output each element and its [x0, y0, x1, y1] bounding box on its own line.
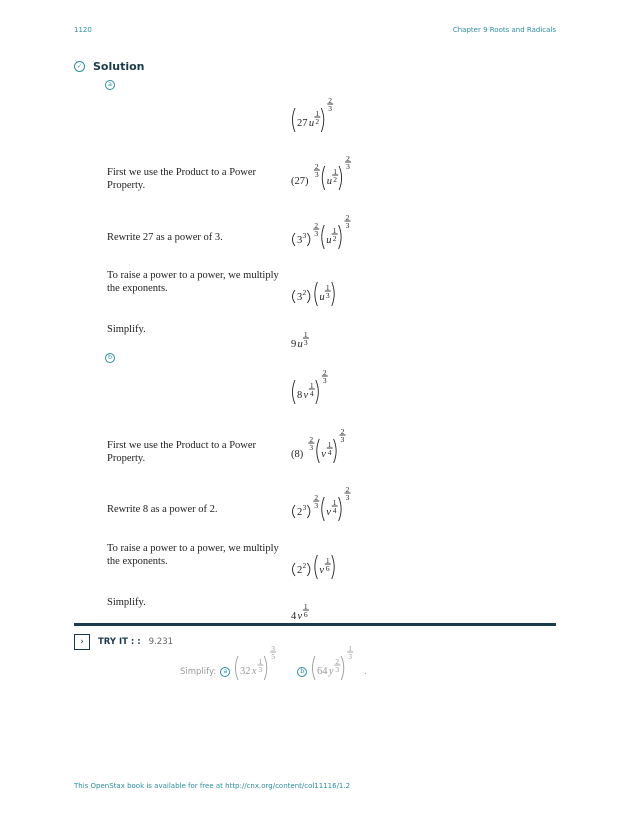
exponent-numerator: 2: [314, 220, 319, 230]
exponent-numerator: 2: [335, 656, 340, 666]
exponent-denominator: 3: [345, 221, 350, 231]
step-text: To raise a power to a power, we multiply the exponents.: [107, 270, 279, 294]
coefficient: (8): [291, 449, 304, 460]
math-expression: [291, 313, 315, 363]
open-paren: [293, 563, 296, 576]
close-paren: [307, 233, 310, 246]
exponent-denominator: 3: [322, 376, 327, 386]
exponent-numerator: 1: [258, 656, 263, 666]
variable: x: [252, 666, 257, 677]
exponent-numerator: 3: [271, 643, 276, 653]
exponent-numerator: 1: [332, 497, 337, 507]
math-expression: [291, 423, 362, 473]
exponent-numerator: 1: [303, 601, 308, 611]
exponent-numerator: 1: [315, 108, 320, 118]
exponent-denominator: 3: [258, 665, 263, 675]
exponent-denominator: 4: [332, 506, 337, 516]
chevron-right-icon[interactable]: ›: [74, 634, 90, 650]
exponent-numerator: 1: [325, 282, 330, 292]
exponent-denominator: 3: [314, 170, 319, 180]
exponent-denominator: 5: [271, 652, 276, 662]
exponent-denominator: 3: [345, 493, 350, 503]
try-it-number: 9.231: [148, 637, 174, 647]
try-b-label: b: [297, 667, 307, 677]
try-a-expression: [234, 643, 283, 693]
exponent-denominator: 3: [328, 104, 333, 114]
open-paren: [317, 439, 320, 463]
coefficient: 8: [297, 390, 303, 401]
variable: u: [326, 235, 332, 246]
open-paren: [322, 225, 325, 249]
open-paren: [293, 290, 296, 303]
part-a-label: a: [105, 80, 115, 90]
exponent-numerator: 2: [345, 212, 350, 222]
exponent-numerator: 1: [303, 329, 308, 339]
close-paren: [332, 282, 335, 306]
open-paren: [322, 497, 325, 521]
exponent-denominator: 3: [346, 162, 350, 172]
solution-heading[interactable]: [74, 60, 145, 73]
step-text: Simplify.: [107, 324, 146, 335]
variable: u: [326, 176, 332, 187]
exponent-numerator: 2: [346, 153, 350, 163]
math-expression: [291, 481, 367, 531]
coefficient: 4: [291, 611, 297, 622]
math-expression: [291, 92, 340, 142]
close-paren: [339, 497, 342, 521]
exponent-denominator: 3: [314, 501, 319, 511]
exponent-denominator: 2: [333, 175, 337, 185]
math-expression: [291, 266, 350, 316]
chapter-title: Chapter 9 Roots and Radicals: [452, 26, 556, 34]
exponent-denominator: 3: [340, 435, 345, 445]
step-text: First we use the Product to a Power Property.: [107, 440, 257, 464]
exponent-denominator: 6: [303, 610, 308, 620]
coefficient: 3: [297, 235, 303, 246]
exponent-numerator: 2: [309, 434, 314, 444]
math-expression: [291, 585, 315, 635]
variable: y: [329, 666, 334, 677]
part-b-label: b: [105, 353, 115, 363]
close-paren: [339, 166, 342, 190]
coefficient: 32: [240, 666, 251, 677]
power: 2: [302, 288, 307, 297]
exponent-numerator: 2: [322, 367, 327, 377]
math-expression: [291, 209, 367, 259]
close-paren: [265, 656, 268, 680]
exponent-denominator: 3: [314, 229, 319, 239]
exponent-denominator: 4: [309, 389, 314, 399]
open-paren: [293, 505, 296, 518]
section-divider: [74, 623, 556, 626]
exponent-denominator: 4: [327, 448, 332, 458]
close-paren: [339, 225, 342, 249]
exponent-numerator: 2: [314, 492, 319, 502]
solution-title: Solution: [93, 60, 145, 73]
open-paren: [322, 166, 325, 190]
open-paren: [315, 555, 318, 579]
try-it-end: .: [364, 666, 367, 677]
variable: v: [297, 611, 303, 622]
step-text: To raise a power to a power, we multiply the exponents.: [107, 543, 279, 567]
variable: u: [308, 118, 315, 129]
open-paren: [293, 380, 296, 404]
exponent-numerator: 2: [340, 426, 345, 436]
variable: u: [297, 339, 303, 350]
open-paren: [293, 108, 296, 132]
variable: v: [326, 507, 331, 518]
variable: v: [303, 390, 309, 401]
exponent-numerator: 2: [345, 484, 350, 494]
close-paren: [307, 505, 310, 518]
exponent-numerator: 1: [332, 225, 337, 235]
exponent-numerator: 2: [314, 161, 319, 171]
exponent-denominator: 3: [309, 443, 314, 453]
coefficient: 3: [297, 292, 303, 303]
close-paren: [307, 563, 310, 576]
exponent-numerator: 1: [327, 439, 332, 449]
try-it-heading[interactable]: [74, 634, 173, 650]
exponent-numerator: 1: [333, 166, 337, 176]
try-it-prompt: Simplify:: [180, 666, 217, 677]
exponent-denominator: 3: [303, 338, 308, 348]
coefficient: 9: [291, 339, 297, 350]
exponent-numerator: 2: [328, 95, 333, 105]
variable: u: [319, 292, 325, 303]
open-paren: [315, 282, 318, 306]
close-paren: [307, 290, 310, 303]
step-text: Simplify.: [107, 597, 146, 608]
close-paren: [334, 439, 337, 463]
math-expression: [291, 364, 334, 414]
try-a-label: a: [220, 667, 230, 677]
exponent-denominator: 6: [325, 564, 330, 574]
power: 3: [302, 231, 307, 240]
open-paren: [236, 656, 239, 680]
coefficient: 64: [317, 666, 328, 677]
open-paren: [313, 656, 316, 680]
page-number: 1120: [74, 26, 92, 34]
try-it-title: TRY IT : :: [98, 637, 141, 647]
footer-text: This OpenStax book is available for free at http://cnx.org/content/col11116/1.2: [74, 782, 351, 790]
check-circle-icon: ✓: [74, 61, 85, 72]
exponent-denominator: 3: [325, 291, 330, 301]
exponent-denominator: 2: [315, 117, 320, 127]
close-paren: [342, 656, 345, 680]
math-expression: [291, 539, 350, 589]
try-b-expression: [311, 643, 360, 693]
exponent-denominator: 3: [348, 652, 353, 662]
coefficient: 2: [297, 565, 303, 576]
exponent-numerator: 1: [325, 555, 330, 565]
exponent-denominator: 2: [332, 234, 337, 244]
step-text: Rewrite 8 as a power of 2.: [107, 504, 218, 515]
close-paren: [332, 555, 335, 579]
close-paren: [321, 108, 324, 132]
variable: v: [319, 565, 325, 576]
power: 2: [302, 561, 307, 570]
step-text: First we use the Product to a Power Property.: [107, 167, 257, 191]
close-paren: [316, 380, 319, 404]
coefficient: (27): [291, 176, 309, 187]
coefficient: 27: [297, 118, 308, 129]
coefficient: 2: [297, 507, 303, 518]
step-text: Rewrite 27 as a power of 3.: [107, 232, 223, 243]
open-paren: [293, 233, 296, 246]
exponent-numerator: 1: [309, 380, 314, 390]
math-expression: [291, 150, 368, 200]
power: 3: [302, 503, 307, 512]
variable: v: [321, 449, 326, 460]
exponent-numerator: 1: [348, 643, 353, 653]
exponent-denominator: 3: [335, 665, 340, 675]
try-it-exercise: [180, 643, 367, 693]
